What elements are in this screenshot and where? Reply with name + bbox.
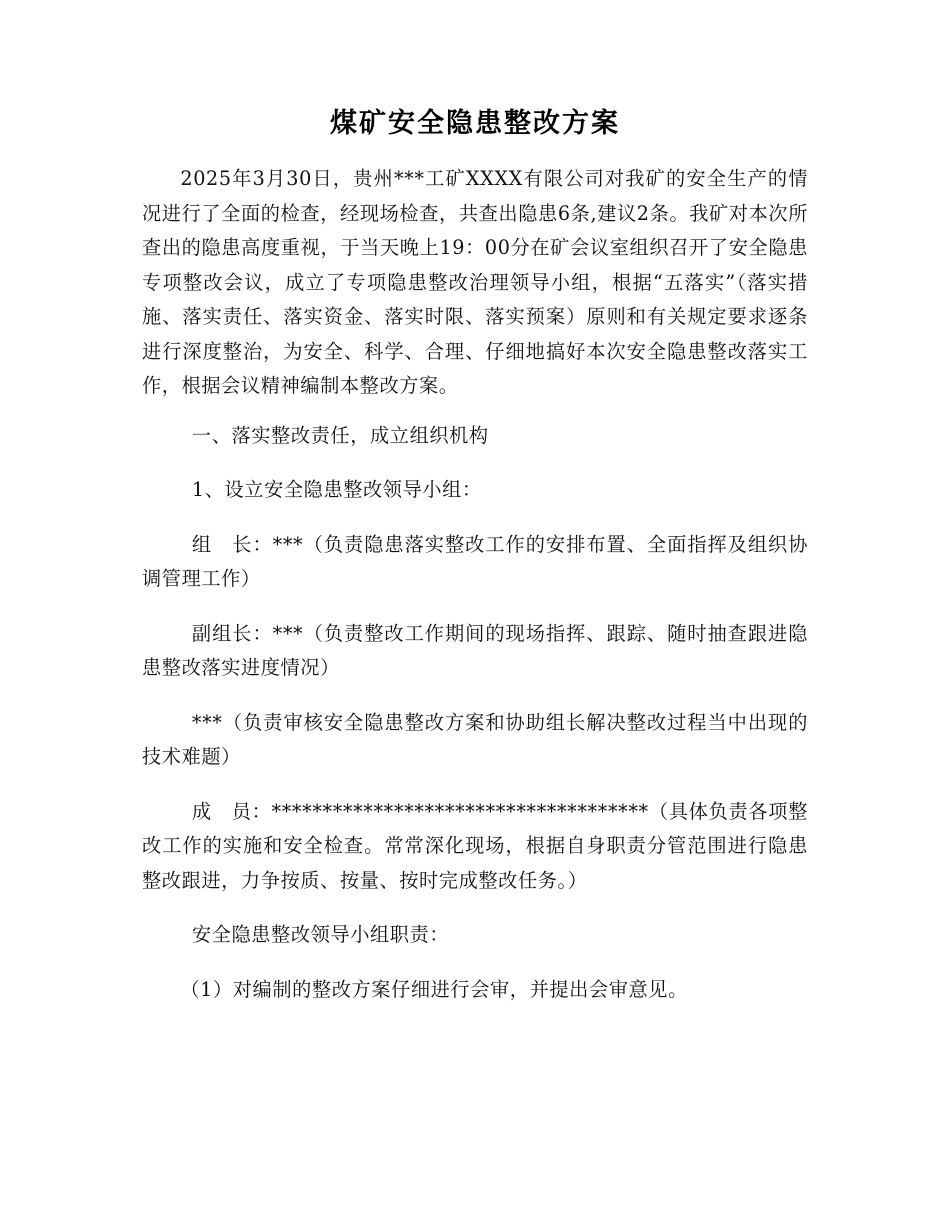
members-paragraph: 成 员：*************************************（具体负责各项整改工作的实施和安全检查。常常深化现场，根据自身职责分管范围进行隐患整改跟进，力争按质、按量、按时完成整改任务。） [142, 799, 808, 892]
deputy-leader-paragraph: 副组长：***（负责整改工作期间的现场指挥、跟踪、随时抽查跟进隐患整改落实进度情况） [142, 621, 808, 679]
duties-heading: 安全隐患整改领导小组职责： [191, 923, 450, 946]
subsection-heading-1: 1、设立安全隐患整改领导小组： [191, 478, 482, 501]
leader-paragraph: 组 长：***（负责隐患落实整改工作的安排布置、全面指挥及组织协调管理工作） [142, 532, 808, 590]
document-title: 煤矿安全隐患整改方案 [330, 108, 620, 139]
duty-item-1: （1）对编制的整改方案仔细进行会审，并提出会审意见。 [180, 977, 688, 1001]
document-body [142, 162, 808, 1027]
intro-paragraph: 2025年3月30日，贵州***工矿XXXX有限公司对我矿的安全生产的情况进行了全面的检查，经现场检查，共查出隐患6条,建议2条。我矿对本次所查出的隐患高度重视，于当天晚上19：00分在矿会议室组织召开了安全隐患专项整改会议，成立了专项隐患整改治理领导小组，根据“五落实”（落实措施、落实责任、落实资金、落实时限、落实预案）原则和有关规定要求逐条进行深度整治，为安全、科学、合理、仔细地搞好本次安全隐患整改落实工作，根据会议精神编制本整改方案。 [142, 167, 808, 397]
section-heading-1: 一、落实整改责任，成立组织机构 [191, 423, 489, 447]
deputy-leader-2-paragraph: ***（负责审核安全隐患整改方案和协助组长解决整改过程当中出现的技术难题） [142, 710, 808, 768]
